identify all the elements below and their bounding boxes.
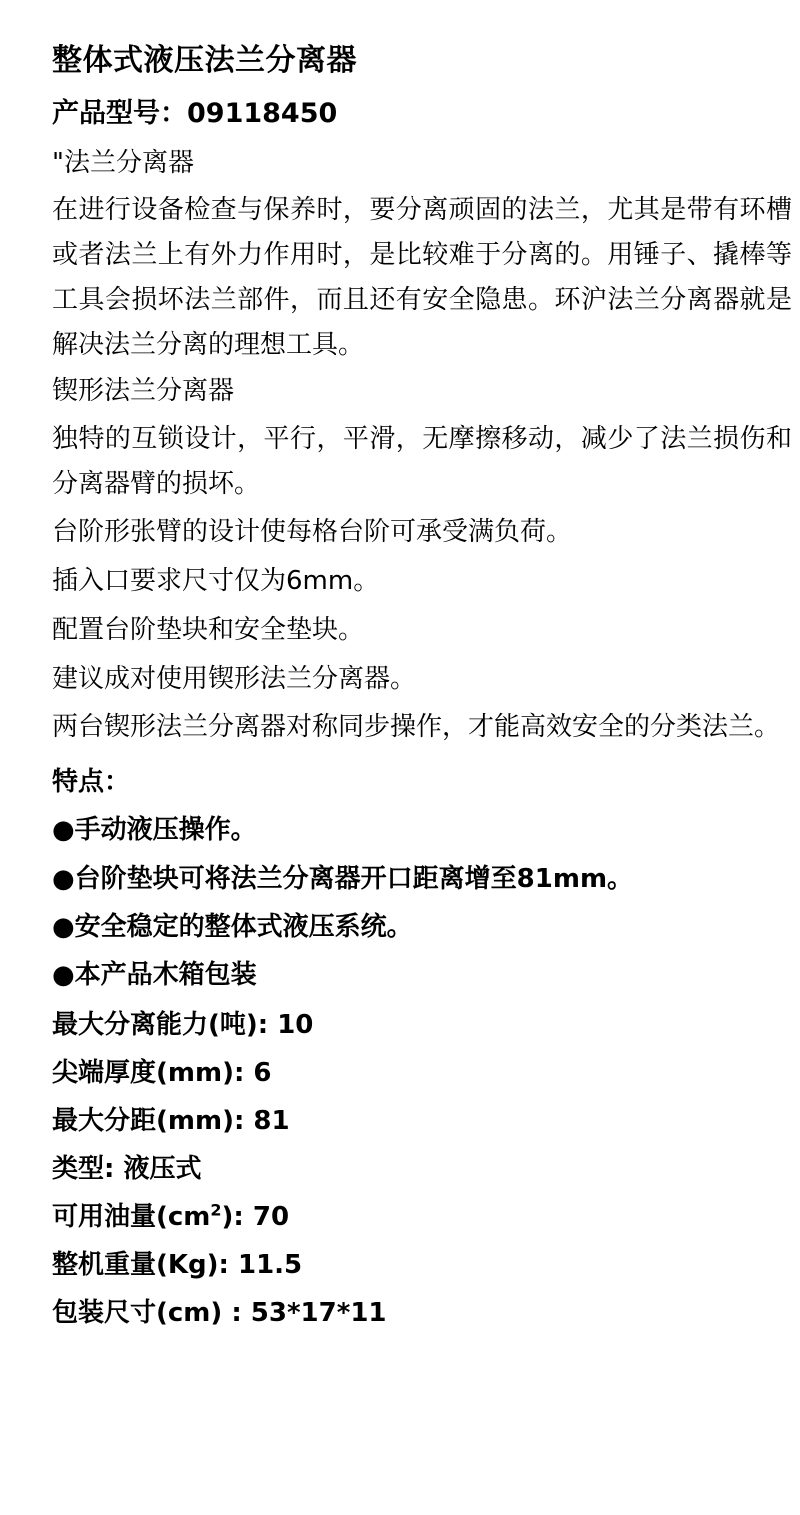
feature-item-2: ●台阶垫块可将法兰分离器开口距离增至81mm。 [52, 863, 634, 894]
intro-paragraph: 在进行设备检查与保养时，要分离顽固的法兰，尤其是带有环槽或者法兰上有外力作用时，是比较难于分离的。用锤子、撬棒等工具会损坏法兰部件，而且还有安全隐患。环沪法兰分离器就是解决法兰分离的理想工具。 [52, 195, 792, 360]
body-line-2: 台阶形张臂的设计使每格台阶可承受满负荷。 [52, 517, 573, 548]
spec-label: 最大分离能力(吨): [52, 1009, 278, 1040]
spec-label: 类型: [52, 1153, 124, 1184]
spec-row-max-capacity [52, 1001, 782, 1049]
body-line-6: 两台锲形法兰分离器对称同步操作，才能高效安全的分类法兰。 [52, 712, 781, 743]
spec-label: 可用油量(cm [52, 1201, 211, 1232]
spec-value: 53*17*11 [250, 1298, 387, 1329]
spec-row-tip-thickness [52, 1049, 782, 1097]
spec-row-package-size [52, 1289, 782, 1337]
spec-value: 10 [277, 1009, 314, 1040]
feature-item-4: ●本产品木箱包装 [52, 960, 257, 991]
body-line-1: 独特的互锁设计，平行，平滑，无摩擦移动，减少了法兰损伤和分离器臂的损坏。 [52, 423, 792, 499]
body-line-4: 配置台阶垫块和安全垫块。 [52, 614, 365, 645]
wedge-separator-heading: 锲形法兰分离器 [52, 376, 235, 407]
spec-row-weight [52, 1241, 782, 1289]
spec-value: 液压式 [123, 1153, 202, 1184]
spec-value: ): 70 [221, 1201, 290, 1232]
spec-superscript: 2 [210, 1200, 222, 1220]
section-subhead: "法兰分离器 [52, 147, 194, 178]
body-line-3: 插入口要求尺寸仅为6mm。 [52, 566, 380, 597]
spec-row-oil-volume [52, 1193, 782, 1241]
spec-value: 81 [253, 1105, 290, 1136]
features-label: 特点： [52, 766, 131, 797]
spec-label: 整机重量(Kg): [52, 1249, 238, 1280]
spec-label: 包装尺寸(cm) : [52, 1298, 251, 1329]
spec-value: 11.5 [237, 1249, 303, 1280]
product-model-line: 产品型号：09118450 [52, 98, 338, 129]
page-title: 整体式液压法兰分离器 [52, 43, 357, 78]
spec-label: 尖端厚度(mm): [52, 1057, 254, 1088]
feature-item-3: ●安全稳定的整体式液压系统。 [52, 911, 413, 942]
body-line-5: 建议成对使用锲形法兰分离器。 [52, 663, 417, 694]
spec-value: 6 [253, 1057, 272, 1088]
spec-row-type [52, 1145, 782, 1193]
spec-row-max-spread [52, 1097, 782, 1145]
spec-label: 最大分距(mm): [52, 1105, 254, 1136]
feature-item-1: ●手动液压操作。 [52, 815, 257, 846]
